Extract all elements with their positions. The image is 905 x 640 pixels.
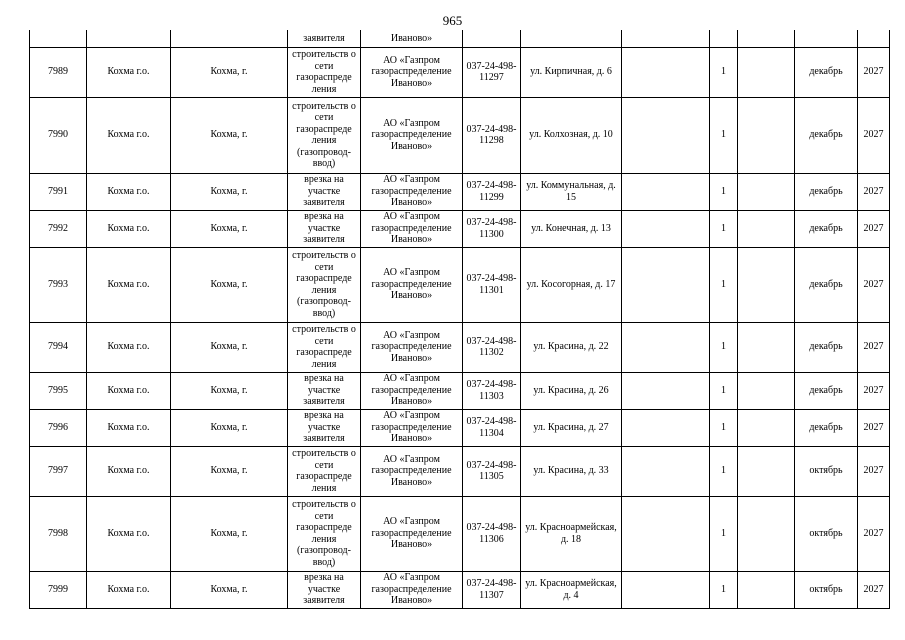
district-cell: Кохма г.о. — [87, 210, 171, 247]
operator-cell: АО «Газпром газораспределение Иваново» — [361, 210, 463, 247]
district-cell: Кохма г.о. — [87, 97, 171, 173]
locality-cell: Кохма, г. — [171, 446, 288, 496]
code-cell: 037-24-498-11305 — [463, 446, 521, 496]
locality-cell: Кохма, г. — [171, 372, 288, 409]
code-cell: 037-24-498-11304 — [463, 409, 521, 446]
address-cell: ул. Кирпичная, д. 6 — [521, 47, 622, 97]
year-cell: 2027 — [858, 496, 890, 571]
quantity-cell: 1 — [710, 97, 738, 173]
table-row — [30, 47, 890, 97]
address-cell: ул. Коммунальная, д. 15 — [521, 173, 622, 210]
quantity-cell: 1 — [710, 571, 738, 608]
empty-cell — [622, 247, 710, 322]
empty-cell — [622, 173, 710, 210]
empty-cell — [622, 210, 710, 247]
empty-cell — [622, 47, 710, 97]
table-row — [30, 210, 890, 247]
row-number-cell: 7999 — [30, 571, 87, 608]
work-type-cell: врезка на участке заявителя — [288, 210, 361, 247]
locality-cell: Кохма, г. — [171, 247, 288, 322]
table-row — [30, 247, 890, 322]
quantity-cell: 1 — [710, 409, 738, 446]
quantity-cell: 1 — [710, 173, 738, 210]
year-cell: 2027 — [858, 247, 890, 322]
month-cell: октябрь — [795, 571, 858, 608]
address-cell: ул. Красина, д. 22 — [521, 322, 622, 372]
empty-cell — [738, 173, 795, 210]
table-row — [30, 496, 890, 571]
table-row — [30, 372, 890, 409]
row-number-cell: 7994 — [30, 322, 87, 372]
month-cell: декабрь — [795, 210, 858, 247]
month-cell: декабрь — [795, 247, 858, 322]
empty-cell — [738, 571, 795, 608]
work-type-cell: строительств о сети газораспреде ления — [288, 322, 361, 372]
work-type-cell: строительств о сети газораспреде ления — [288, 47, 361, 97]
row-number-cell: 7993 — [30, 247, 87, 322]
locality-cell: Кохма, г. — [171, 173, 288, 210]
year-cell: 2027 — [858, 47, 890, 97]
year-cell: 2027 — [858, 97, 890, 173]
district-cell: Кохма г.о. — [87, 571, 171, 608]
address-cell: ул. Красноармейская, д. 4 — [521, 571, 622, 608]
locality-cell: Кохма, г. — [171, 322, 288, 372]
work-type-cell: врезка на участке заявителя — [288, 409, 361, 446]
quantity-cell: 1 — [710, 247, 738, 322]
address-cell: ул. Красина, д. 26 — [521, 372, 622, 409]
quantity-cell: 1 — [710, 446, 738, 496]
month-cell: декабрь — [795, 173, 858, 210]
row-number-cell: 7992 — [30, 210, 87, 247]
operator-cell: АО «Газпром газораспределение Иваново» — [361, 372, 463, 409]
row-number-cell: 7991 — [30, 173, 87, 210]
code-cell: 037-24-498-11302 — [463, 322, 521, 372]
empty-cell — [622, 496, 710, 571]
quantity-cell: 1 — [710, 47, 738, 97]
row-number-cell: 7990 — [30, 97, 87, 173]
month-cell: декабрь — [795, 372, 858, 409]
operator-cell: АО «Газпром газораспределение Иваново» — [361, 446, 463, 496]
quantity-cell: 1 — [710, 496, 738, 571]
code-cell: 037-24-498-11300 — [463, 210, 521, 247]
page-number: 965 — [442, 13, 463, 28]
table-row — [30, 322, 890, 372]
operator-cell: АО «Газпром газораспределение Иваново» — [361, 47, 463, 97]
code-cell: 037-24-498-11299 — [463, 173, 521, 210]
operator-cell: Иваново» — [361, 30, 463, 47]
operator-cell: АО «Газпром газораспределение Иваново» — [361, 97, 463, 173]
month-cell: октябрь — [795, 446, 858, 496]
empty-cell — [622, 322, 710, 372]
empty-cell — [738, 496, 795, 571]
table-row — [30, 173, 890, 210]
work-type-cell: строительств о сети газораспреде ления (газопровод-ввод) — [288, 496, 361, 571]
district-cell: Кохма г.о. — [87, 173, 171, 210]
table-row — [30, 571, 890, 608]
empty-cell — [622, 571, 710, 608]
quantity-cell: 1 — [710, 322, 738, 372]
district-cell: Кохма г.о. — [87, 496, 171, 571]
operator-cell: АО «Газпром газораспределение Иваново» — [361, 571, 463, 608]
empty-cell — [622, 409, 710, 446]
work-type-cell: строительств о сети газораспреде ления — [288, 446, 361, 496]
year-cell: 2027 — [858, 446, 890, 496]
empty-cell — [738, 47, 795, 97]
work-type-cell: врезка на участке заявителя — [288, 571, 361, 608]
code-cell: 037-24-498-11298 — [463, 97, 521, 173]
address-cell: ул. Красина, д. 27 — [521, 409, 622, 446]
locality-cell: Кохма, г. — [171, 571, 288, 608]
district-cell: Кохма г.о. — [87, 322, 171, 372]
month-cell: декабрь — [795, 409, 858, 446]
locality-cell: Кохма, г. — [171, 409, 288, 446]
locality-cell: Кохма, г. — [171, 97, 288, 173]
row-number-cell: 7998 — [30, 496, 87, 571]
locality-cell: Кохма, г. — [171, 496, 288, 571]
empty-cell — [738, 247, 795, 322]
month-cell: декабрь — [795, 47, 858, 97]
empty-cell — [738, 210, 795, 247]
operator-cell: АО «Газпром газораспределение Иваново» — [361, 322, 463, 372]
district-cell: Кохма г.о. — [87, 372, 171, 409]
empty-cell — [738, 372, 795, 409]
empty-cell — [738, 446, 795, 496]
work-type-cell: врезка на участке заявителя — [288, 173, 361, 210]
empty-cell — [738, 97, 795, 173]
work-type-cell: заявителя — [288, 30, 361, 47]
district-cell: Кохма г.о. — [87, 446, 171, 496]
address-cell: ул. Косогорная, д. 17 — [521, 247, 622, 322]
row-number-cell: 7995 — [30, 372, 87, 409]
locality-cell: Кохма, г. — [171, 210, 288, 247]
district-cell: Кохма г.о. — [87, 47, 171, 97]
work-type-cell: строительств о сети газораспреде ления (газопровод-ввод) — [288, 247, 361, 322]
operator-cell: АО «Газпром газораспределение Иваново» — [361, 496, 463, 571]
month-cell: декабрь — [795, 322, 858, 372]
address-cell: ул. Красноармейская, д. 18 — [521, 496, 622, 571]
year-cell: 2027 — [858, 173, 890, 210]
address-cell: ул. Колхозная, д. 10 — [521, 97, 622, 173]
empty-cell — [622, 372, 710, 409]
year-cell: 2027 — [858, 322, 890, 372]
code-cell: 037-24-498-11306 — [463, 496, 521, 571]
empty-cell — [738, 322, 795, 372]
district-cell: Кохма г.о. — [87, 247, 171, 322]
quantity-cell: 1 — [710, 372, 738, 409]
code-cell: 037-24-498-11297 — [463, 47, 521, 97]
code-cell: 037-24-498-11303 — [463, 372, 521, 409]
operator-cell: АО «Газпром газораспределение Иваново» — [361, 247, 463, 322]
quantity-cell: 1 — [710, 210, 738, 247]
month-cell: октябрь — [795, 496, 858, 571]
work-type-cell: строительств о сети газораспреде ления (газопровод-ввод) — [288, 97, 361, 173]
table-row — [30, 409, 890, 446]
work-type-cell: врезка на участке заявителя — [288, 372, 361, 409]
empty-cell — [622, 97, 710, 173]
empty-cell — [738, 409, 795, 446]
locality-cell: Кохма, г. — [171, 47, 288, 97]
district-cell: Кохма г.о. — [87, 409, 171, 446]
address-cell: ул. Красина, д. 33 — [521, 446, 622, 496]
empty-cell — [622, 446, 710, 496]
code-cell: 037-24-498-11307 — [463, 571, 521, 608]
year-cell: 2027 — [858, 571, 890, 608]
table-row — [30, 446, 890, 496]
operator-cell: АО «Газпром газораспределение Иваново» — [361, 173, 463, 210]
year-cell: 2027 — [858, 409, 890, 446]
operator-cell: АО «Газпром газораспределение Иваново» — [361, 409, 463, 446]
row-number-cell: 7989 — [30, 47, 87, 97]
table-row-continued — [30, 30, 890, 47]
table-row — [30, 97, 890, 173]
row-number-cell: 7996 — [30, 409, 87, 446]
address-cell: ул. Конечная, д. 13 — [521, 210, 622, 247]
year-cell: 2027 — [858, 210, 890, 247]
code-cell: 037-24-498-11301 — [463, 247, 521, 322]
year-cell: 2027 — [858, 372, 890, 409]
data-table — [29, 30, 890, 609]
month-cell: декабрь — [795, 97, 858, 173]
row-number-cell: 7997 — [30, 446, 87, 496]
